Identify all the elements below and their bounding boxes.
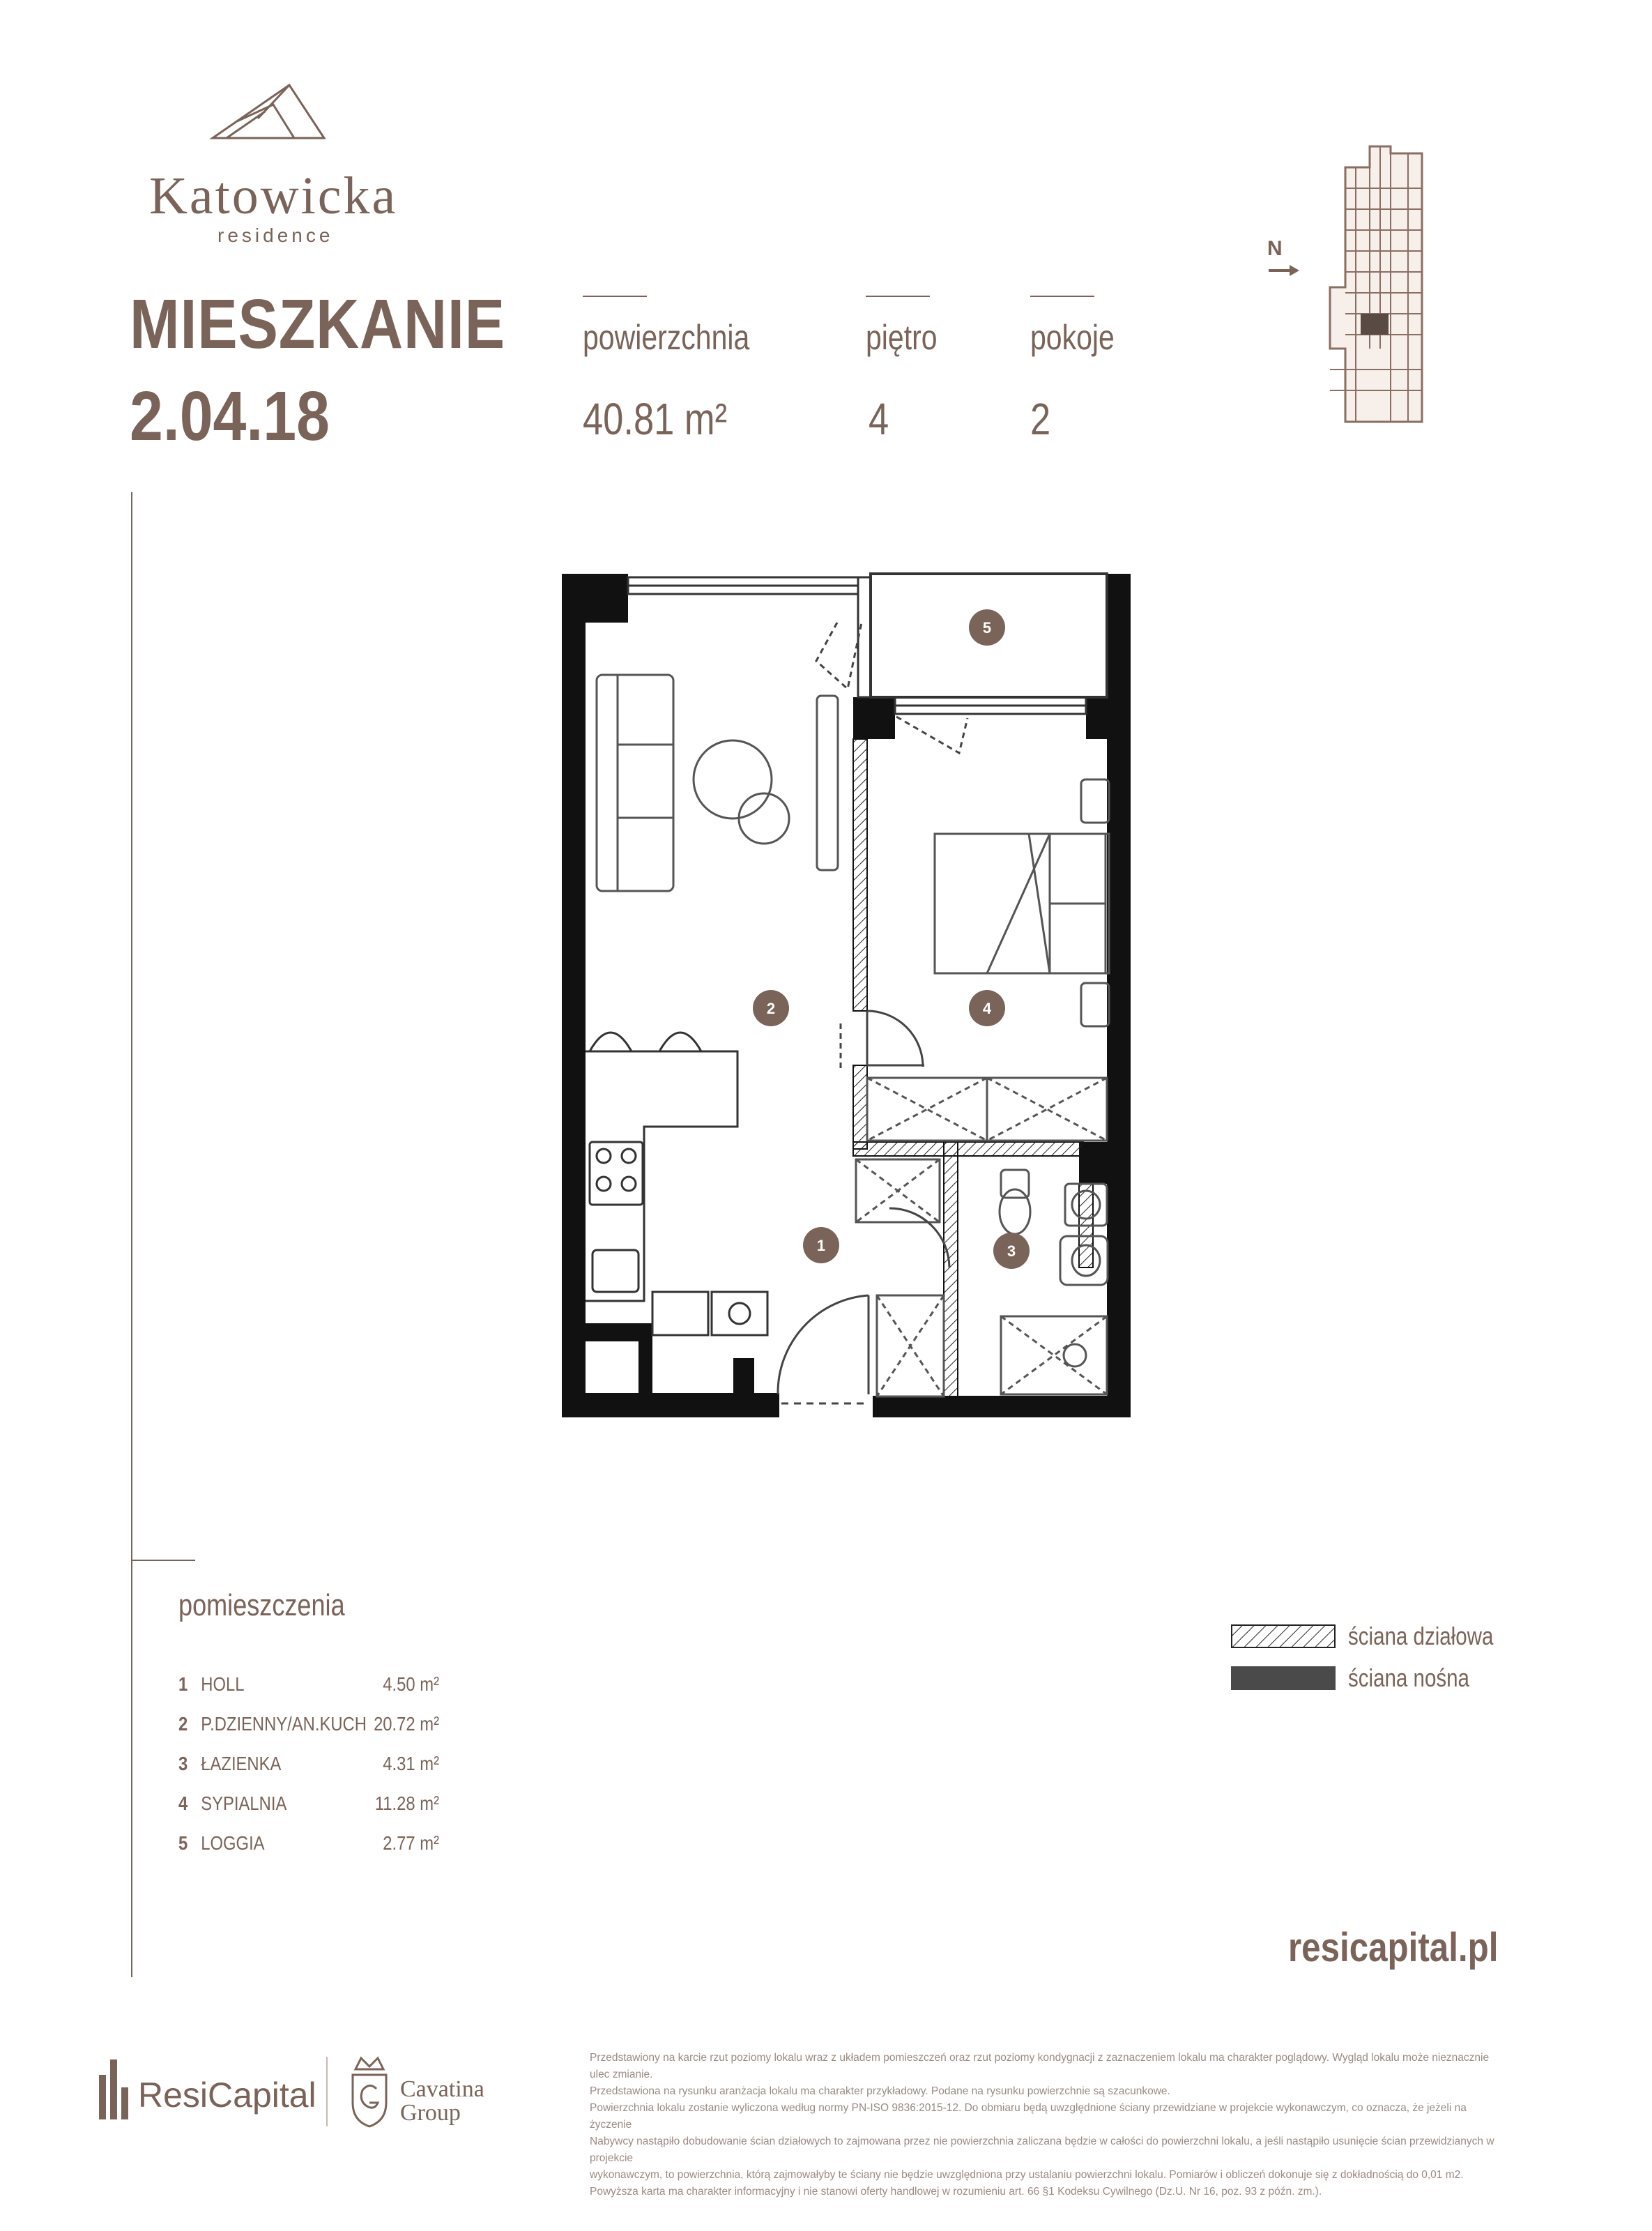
page-title: MIESZKANIE <box>130 285 505 363</box>
area-label: powierzchnia <box>583 318 750 357</box>
stat-divider <box>866 296 930 297</box>
legend-load-bearing-label: ściana nośna <box>1348 1663 1469 1692</box>
room-row: 2 P.DZIENNY/AN.KUCH 20.72 m² <box>178 1713 439 1735</box>
disclaimer-line: Powierzchnia lokalu zostanie wyliczona według normy PN-ISO 9836:2015-12. Do obmiaru będą uwzględnione ściany przewidziane w projekcie wykonawczym, co oznacza, że jeżeli na życzenie <box>590 2102 1467 2131</box>
compass <box>1267 237 1283 261</box>
load-bearing-wall-swatch <box>1231 1666 1336 1690</box>
stat-divider <box>583 296 647 297</box>
room-row: 3 ŁAZIENKA 4.31 m² <box>178 1753 439 1774</box>
cavatina-crest-icon <box>349 2054 390 2131</box>
rooms-heading: pomieszczenia <box>178 1588 345 1622</box>
marker-4: 4 <box>982 1000 992 1017</box>
compass-label: N <box>1267 237 1283 260</box>
stat-divider <box>1030 296 1094 297</box>
floor-label: piętro <box>866 318 938 357</box>
resicapital-logo-icon <box>98 2054 132 2121</box>
floor-value: 4 <box>869 394 889 444</box>
footer-divider <box>326 2057 328 2126</box>
room-row: 4 SYPIALNIA 11.28 m² <box>178 1792 439 1814</box>
disclaimer <box>590 2050 1496 2200</box>
floor-plan <box>562 570 1138 1421</box>
marker-5: 5 <box>982 619 992 637</box>
arrow-right-icon <box>1267 264 1302 277</box>
marker-3: 3 <box>1007 1242 1016 1260</box>
disclaimer-line: Przedstawiona na rysunku aranżacja lokalu ma charakter przykładowy. Podane na rysunku powierzchnie są szacunkowe. <box>590 2085 1170 2097</box>
apartment-number: 2.04.18 <box>130 377 330 455</box>
mountain-roof-icon <box>209 77 328 139</box>
brand-subtitle: residence <box>217 224 334 246</box>
rooms-label: pokoje <box>1030 318 1115 357</box>
disclaimer-line: Powyższa karta ma charakter informacyjny i nie stanowi oferty handlowej w rozumieniu art. 66 §1 Kodeksu Cywilnego (Dz.U. Nr 16, poz. 93 z późn. zm.). <box>590 2186 1322 2198</box>
website-url: resicapital.pl <box>1288 1925 1499 1970</box>
brand-name: Katowicka <box>149 167 398 225</box>
area-value: 40.81 m² <box>583 394 728 444</box>
disclaimer-line: Nabywcy nastąpiło dobudowanie ścian działowych to zajmowana przez nie powierzchnia zaliczana będzie w całości do powierzchni lokalu, a jeśli nastąpiło usunięcie ścian przewidzianych w projekcie <box>590 2135 1494 2164</box>
cavatina-group: Group <box>400 2100 461 2126</box>
disclaimer-line: wykonawczym, to powierzchnia, którą zajmowałyby te ściany nie będzie uwzględniona przy ustalaniu powierzchni lokalu. Pomiarów i obliczeń dokonuje się z dokładnością do 0,01 m2. <box>590 2169 1464 2181</box>
room-row: 5 LOGGIA 2.77 m² <box>178 1832 439 1854</box>
partition-wall-swatch <box>1231 1624 1336 1648</box>
legend-partition-label: ściana działowa <box>1348 1622 1494 1650</box>
building-key-plan <box>1324 139 1436 425</box>
horizontal-rule <box>131 1560 195 1561</box>
marker-1: 1 <box>816 1237 826 1254</box>
cavatina-name: Cavatina <box>400 2076 484 2102</box>
rooms-value: 2 <box>1030 394 1051 444</box>
resicapital-name: ResiCapital <box>138 2076 316 2115</box>
marker-2: 2 <box>766 1000 776 1017</box>
room-row: 1 HOLL 4.50 m² <box>178 1673 439 1695</box>
vertical-rule <box>131 492 132 1977</box>
disclaimer-line: Przedstawiony na karcie rzut poziomy lokalu wraz z układem pomieszczeń oraz rzut poziomy kondygnacji z zaznaczeniem lokalu ma charakter poglądowy. Wygląd lokalu może nieznacznie ulec zmianie. <box>590 2052 1490 2080</box>
